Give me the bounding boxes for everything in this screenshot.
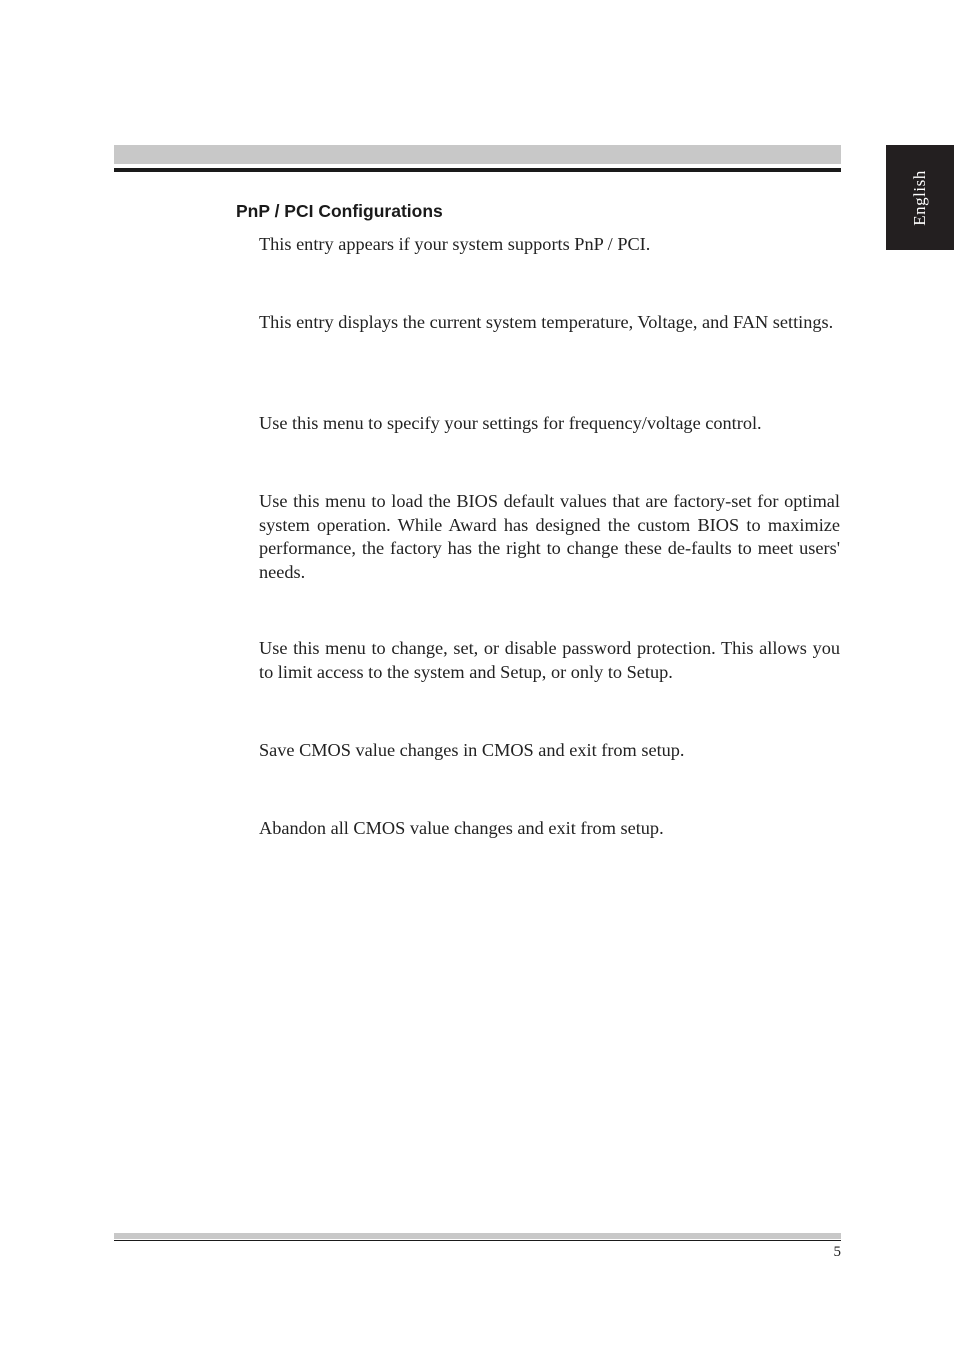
language-side-tab — [886, 145, 954, 250]
page-number: 5 — [833, 1244, 841, 1260]
header-gray-bar — [114, 145, 841, 164]
paragraph-load-defaults: Use this menu to load the BIOS default values that are factory-set for optimal system operation. While Award has designed the custom BIOS to maximize performance, the factory has the right to change these de-faults to meet users' needs. — [259, 491, 840, 582]
footer-rule — [114, 1240, 841, 1241]
paragraph-pnp-pci: This entry appears if your system supports PnP / PCI. — [259, 234, 651, 254]
section-heading: PnP / PCI Configurations — [236, 201, 443, 221]
paragraph-password: Use this menu to change, set, or disable password protection. This allows you to limit access to the system and Setup, or only to Setup. — [259, 638, 840, 682]
paragraph-save-exit: Save CMOS value changes in CMOS and exit from setup. — [259, 740, 685, 760]
footer-gray-bar — [114, 1233, 841, 1239]
paragraph-frequency-voltage: Use this menu to specify your settings for frequency/voltage control. — [259, 413, 762, 433]
language-side-tab-label: English — [910, 169, 929, 226]
paragraph-health-status: This entry displays the current system temperature, Voltage, and FAN settings. — [259, 312, 834, 332]
header-black-rule — [114, 168, 841, 172]
paragraph-exit-without-saving: Abandon all CMOS value changes and exit from setup. — [259, 818, 664, 838]
